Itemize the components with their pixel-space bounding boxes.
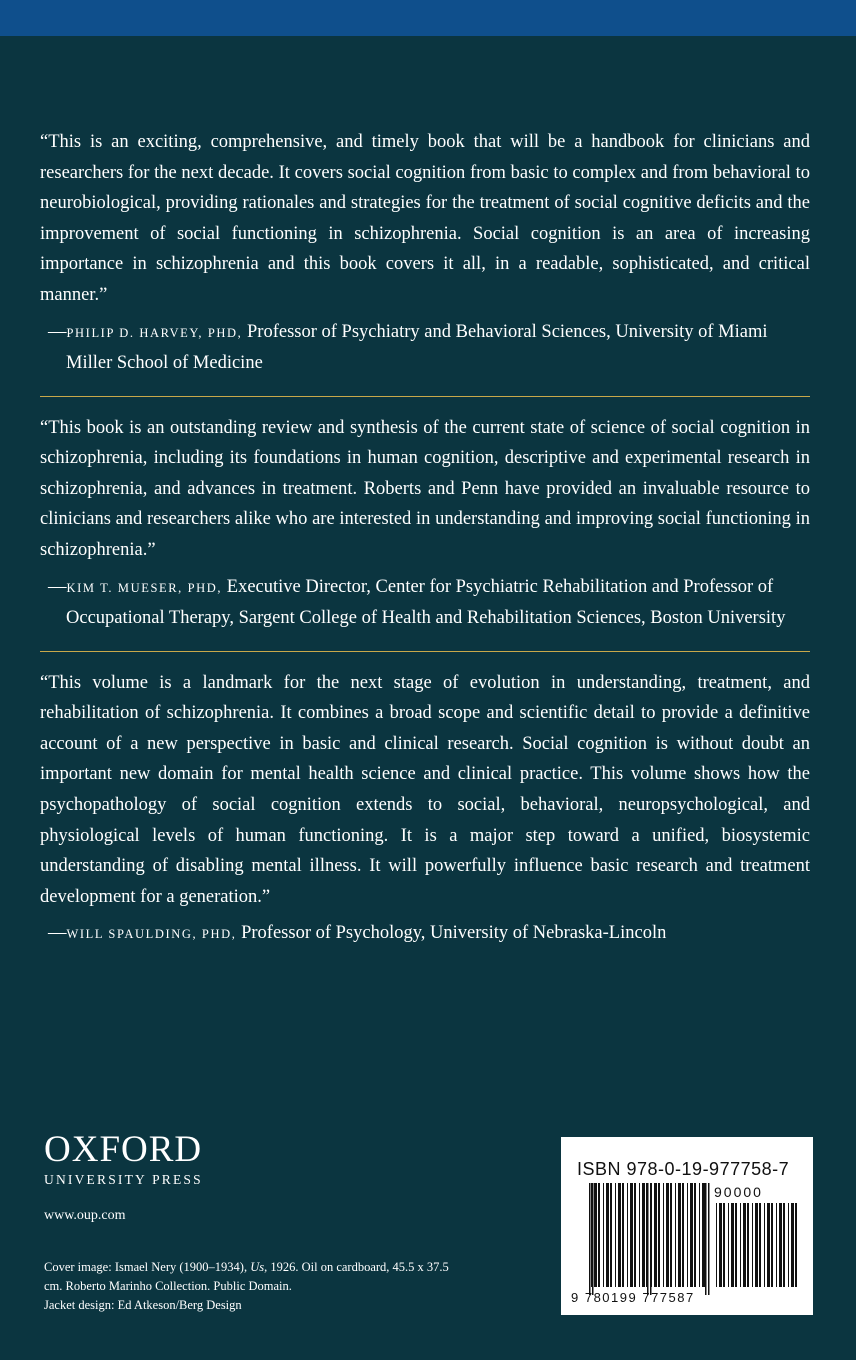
endorser-name: PHILIP D. HARVEY, PHD, [66, 325, 243, 340]
endorser-name: KIM T. MUESER, PHD, [66, 580, 223, 595]
divider-rule [40, 651, 810, 652]
endorsement-attribution-2: —KIM T. MUESER, PHD, Executive Director, Center for Psychiatric Rehabilitation and Professor of Occupational Therapy, Sargent College of Health and Rehabilitation Sciences, Boston University [48, 576, 786, 628]
publisher-block [44, 1130, 203, 1224]
endorser-affiliation: Executive Director, Center for Psychiatric Rehabilitation and Professor of Occupational Therapy, Sargent College of Health and Rehabilitation Sciences, Boston University [66, 576, 786, 628]
oxford-logo-subtitle: UNIVERSITY PRESS [44, 1172, 203, 1187]
jacket-design-credit: Jacket design: Ed Atkeson/Berg Design [44, 1298, 242, 1312]
cover-credits [44, 1258, 464, 1315]
cover-image-credit: Cover image: Ismael Nery (1900–1934), Us, 1926. Oil on cardboard, 45.5 x 37.5 cm. Roberto Marinho Collection. Public Domain. [44, 1260, 449, 1293]
endorser-affiliation: Professor of Psychiatry and Behavioral Sciences, University of Miami Miller School of Medicine [66, 321, 768, 373]
endorsement-quote-3: “This volume is a landmark for the next stage of evolution in understanding, treatment, and rehabilitation of schizophrenia. It combines a broad scope and scientific detail to provide a definitive account of a new perspective in basic and clinical research. Social cognition is without doubt an important new domain for mental health science and clinical practice. This volume shows how the psychopathology of social cognition extends to social, behavioral, neuropsychological, and physiological levels of human functioning. It is a major step toward a unified, biosystemic understanding of disabling mental illness. It will powerfully influence basic research and treatment development for a generation.” [40, 672, 810, 907]
endorsements [40, 127, 810, 949]
isbn-number: ISBN 978-0-19-977758-7 [577, 1159, 790, 1179]
endorser-affiliation: Professor of Psychology, University of Nebraska-Lincoln [236, 923, 667, 944]
divider-rule [40, 396, 810, 397]
endorsement-attribution-1: —PHILIP D. HARVEY, PHD, Professor of Psychiatry and Behavioral Sciences, University of Miami Miller School of Medicine [48, 321, 768, 373]
barcode-bars [561, 1137, 813, 1315]
isbn-barcode [561, 1137, 813, 1315]
top-color-band [0, 0, 856, 36]
publisher-website: www.oup.com [44, 1208, 126, 1223]
endorser-name: WILL SPAULDING, PHD, [66, 927, 237, 942]
oxford-logo: OXFORD [44, 1129, 203, 1170]
endorsement-quote-1: “This is an exciting, comprehensive, and timely book that will be a handbook for clinicians and researchers for the next decade. It covers social cognition from basic to complex and from behavioral to neurobiological, providing rationales and strategies for the treatment of social cognitive deficits and the improvement of social functioning in schizophrenia. Social cognition is an area of increasing importance in schizophrenia and this book covers it all, in a readable, sophisticated, and critical manner.” [40, 132, 810, 305]
endorsement-attribution-3: —WILL SPAULDING, PHD, Professor of Psychology, University of Nebraska-Lincoln [48, 923, 667, 944]
price-code: 90000 [714, 1184, 763, 1200]
ean-digits: 9 780199 777587 [571, 1290, 695, 1305]
endorsement-quote-2: “This book is an outstanding review and synthesis of the current state of science of social cognition in schizophrenia, including its foundations in human cognition, descriptive and experimental research in schizophrenia, and advances in treatment. Roberts and Penn have provided an invaluable resource to clinicians and researchers alike who are interested in understanding and improving social functioning in schizophrenia.” [40, 417, 810, 560]
